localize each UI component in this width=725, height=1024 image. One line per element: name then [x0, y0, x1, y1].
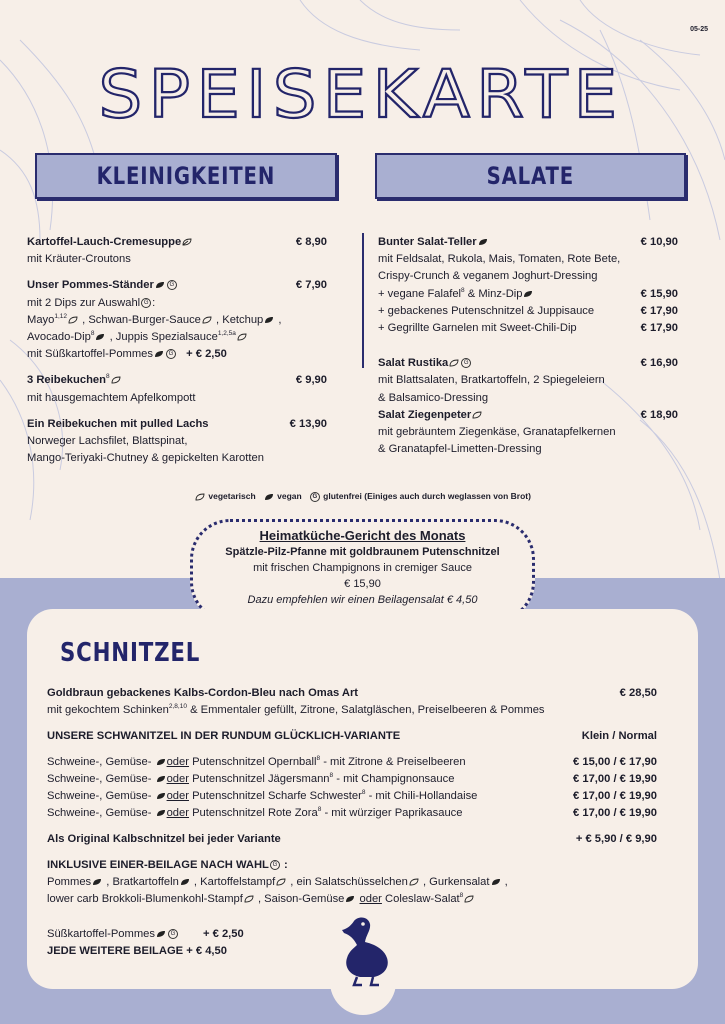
section-salate: SALATE [375, 153, 686, 199]
vegan-leaf-icon [156, 792, 166, 800]
section-kleinigkeiten: KLEINIGKEITEN [35, 153, 337, 199]
vegetarian-leaf-icon [111, 376, 121, 384]
vegetarian-leaf-icon [202, 316, 212, 324]
vegetarian-leaf-icon [195, 493, 205, 501]
vegetarian-leaf-icon [464, 895, 474, 903]
list-item: Salat Ziegenpeter € 18,90 [378, 408, 678, 421]
vegetarian-leaf-icon [244, 895, 254, 903]
list-item: Kartoffel-Lauch-Cremesuppe € 8,90 [27, 236, 327, 248]
vegan-leaf-icon [156, 758, 166, 766]
vegetarian-leaf-icon [449, 359, 459, 367]
vegan-leaf-icon [156, 809, 166, 817]
schnitzel-list: Goldbraun gebackenes Kalbs-Cordon-Bleu nach Omas Art € 28,50 mit gekochtem Schinken$^{2,8,10}$ & Emmentaler gefüllt, Zitrone, Salatgläschen, Preiselbeeren & Pommes UNSERE SCHWANITZEL IN DER RUNDUM GLÜCKLICH-VARIANTE Klein / Normal Schweine-, Gemüse- oder Putenschnitzel Opernball$^8$ - mit Zitrone & Preiselbeeren € 15,00 / € 17,90 Schweine-, Gemüse- oder Putenschnitzel Jägersmann$^8$ - mit Champignonsauce € 17,00 / € 19,90 Schweine-, Gemüse- oder Putenschnitzel Scharfe Schwester$^8$ - mit Chili-Hollandaise € 17,00 / € 19,90 Schweine-, Gemüse- oder Putenschnitzel Rote Zora$^8$ - mit würziger Paprikasauce € 17,00 / € 19,90 Als Original Kalbschnitzel bei jeder Variante + € 5,90 / € 9,90 INKLUSIVE EINER-BEILAGE NACH WAHL G : Pommes , Bratkartoffeln , Kartoffelstampf , ein Salatschüsselchen , Gurkensalat , lower carb Brokkoli-Blumenkohl-Stampf , Saison-Gemüse oder Coleslaw-Salat$^8$ Süßkartoffel-Pommes G + € 2,50 JEDE WEITERE BEILAGE + € 4,50 [47, 687, 657, 957]
vegan-leaf-icon [523, 290, 533, 298]
vegetarian-leaf-icon [182, 238, 192, 246]
salate-list: Bunter Salat-Teller € 10,90 mit Feldsalat, Rukola, Mais, Tomaten, Rote Bete, Crispy-Crunch & veganem Joghurt-Dressing + vegane Falafel$^8$ & Minz-Dip € 15,90 + gebackenes Putenschnitzel & Juppisauce € 17,90 + Gegrillte Garnelen mit Sweet-Chili-Dip € 17,90 Salat Rustika G € 16,90 mit Blattsalaten, Bratkartoffeln, 2 Spiegeleiern & Balsamico-Dressing Salat Ziegenpeter € 18,90 mit gebräuntem Ziegenkäse, Granatapfelkernen & Granatapfel-Limetten-Dressing [378, 236, 678, 456]
list-item: Bunter Salat-Teller € 10,90 [378, 236, 678, 248]
table-row: Schweine-, Gemüse- oder Putenschnitzel Scharfe Schwester$^8$ - mit Chili-Hollandaise € 17,00 / € 19,90 [47, 789, 657, 802]
glutenfree-icon: G [461, 358, 471, 368]
svg-text:SPEISEKARTE: SPEISEKARTE [98, 56, 624, 126]
vegan-leaf-icon [478, 238, 488, 246]
vegan-leaf-icon [154, 350, 164, 358]
menu-code: 05-25 [690, 26, 708, 33]
vegan-leaf-icon [156, 930, 166, 938]
table-row: Schweine-, Gemüse- oder Putenschnitzel Opernball$^8$ - mit Zitrone & Preiselbeeren € 15,00 / € 17,90 [47, 755, 657, 768]
list-item: 3 Reibekuchen$^8$ € 9,90 [27, 373, 327, 387]
glutenfree-icon: G [141, 298, 151, 308]
vegan-leaf-icon [264, 493, 274, 501]
vegan-leaf-icon [92, 878, 102, 886]
vegan-leaf-icon [264, 316, 274, 324]
glutenfree-icon: G [310, 492, 320, 502]
vegan-leaf-icon [156, 775, 166, 783]
table-row: Schweine-, Gemüse- oder Putenschnitzel Rote Zora$^8$ - mit würziger Paprikasauce € 17,00 / € 19,90 [47, 806, 657, 819]
list-item: Ein Reibekuchen mit pulled Lachs € 13,90 [27, 417, 327, 430]
dish-of-month: Heimatküche-Gericht des Monats Spätzle-Pilz-Pfanne mit goldbraunem Putenschnitzel mit frischen Champignons in cremiger Sauce € 15,90 Dazu empfehlen wir einen Beilagensalat € 4,50 [190, 519, 535, 622]
column-divider [362, 233, 364, 368]
diet-legend: vegetarisch vegan G glutenfrei (Einiges auch durch weglassen von Brot) [0, 491, 725, 502]
vegan-leaf-icon [155, 281, 165, 289]
glutenfree-icon: G [168, 929, 178, 939]
vegan-leaf-icon [345, 895, 355, 903]
glutenfree-icon: G [166, 349, 176, 359]
vegan-leaf-icon [95, 333, 105, 341]
vegan-leaf-icon [180, 878, 190, 886]
table-row: Schweine-, Gemüse- oder Putenschnitzel Jägersmann$^8$ - mit Champignonsauce € 17,00 / € 19,90 [47, 772, 657, 785]
vegetarian-leaf-icon [237, 333, 247, 341]
page-title [96, 56, 626, 126]
vegetarian-leaf-icon [276, 878, 286, 886]
list-item: Unser Pommes-Ständer G € 7,90 [27, 279, 327, 292]
vegetarian-leaf-icon [472, 411, 482, 419]
vegan-leaf-icon [491, 878, 501, 886]
list-item: Salat Rustika G € 16,90 [378, 357, 678, 370]
vegetarian-leaf-icon [68, 316, 78, 324]
vegetarian-leaf-icon [409, 878, 419, 886]
glutenfree-icon: G [167, 280, 177, 290]
glutenfree-icon: G [270, 860, 280, 870]
section-schnitzel: SCHNITZEL [60, 638, 201, 668]
kleinigkeiten-list: Kartoffel-Lauch-Cremesuppe € 8,90 mit Kräuter-Croutons Unser Pommes-Ständer G € 7,90 mit 2 Dips zur Auswahl G : Mayo$^{1,12}$ , Schwan-Burger-Sauce , Ketchup , Avocado-Dip$^8$ , Juppis Spezialsauce$^{1,2,5a}$ mit Süßkartoffel-Pommes G + € 2,50 3 Reibekuchen$^8$ € 9,90 mit hausgemachtem Apfelkompott Ein Reibekuchen mit pulled Lachs € 13,90 Norweger Lachsfilet, Blattspinat, Mango-Teriyaki-Chutney & gepickelten Karotten [27, 236, 327, 465]
duck-logo-icon [340, 915, 392, 987]
